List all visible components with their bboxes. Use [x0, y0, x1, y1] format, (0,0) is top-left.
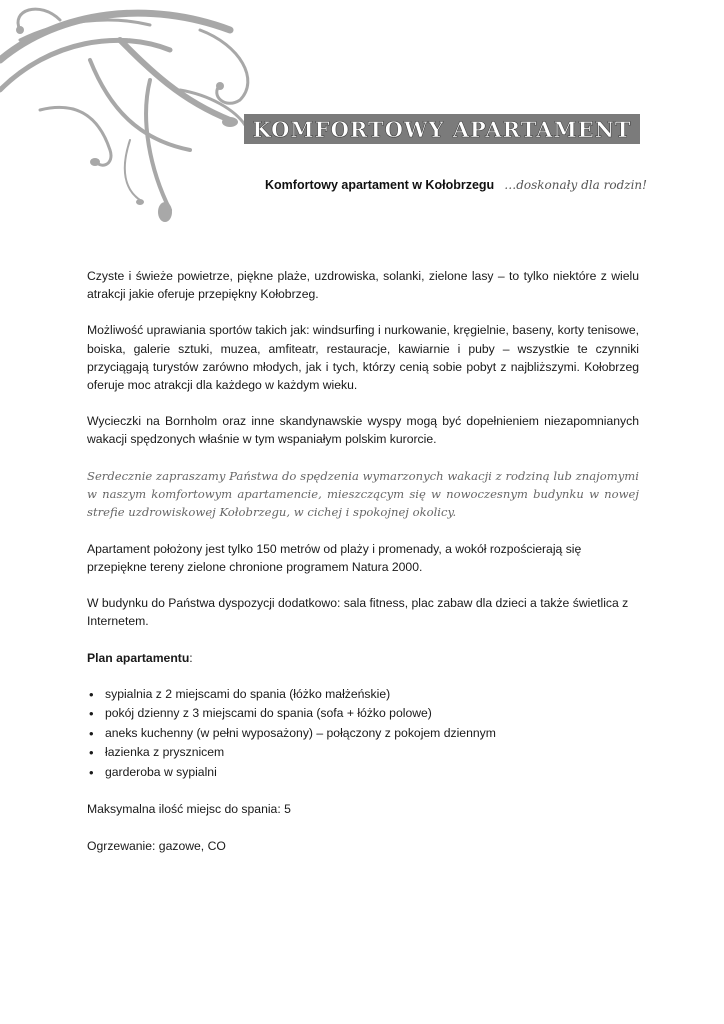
list-item: • aneks kuchenny (w pełni wyposażony) – połączony z pokojem dziennym: [105, 724, 639, 744]
subtitle: Komfortowy apartament w Kołobrzegu: [265, 178, 495, 192]
plan-colon: :: [189, 650, 193, 665]
list-item: • sypialnia z 2 miejscami do spania (łóżko małżeńskie): [105, 685, 639, 705]
list-item: • łazienka z prysznicem: [105, 743, 639, 763]
paragraph-location: Apartament położony jest tylko 150 metrów od plaży i promenady, a wokół rozpościerają się przepiękne tereny zielone chronione programem Natura 2000.: [87, 541, 582, 575]
plan-list: [87, 685, 639, 783]
banner-title: KOMFORTOWY APARTAMENT: [252, 116, 632, 142]
tagline: …doskonały dla rodzin!: [504, 178, 647, 192]
list-item: • garderoba w sypialni: [105, 763, 639, 783]
paragraph-sports: Możliwość uprawiania sportów takich jak: windsurfing i nurkowanie, kręgielnie, baseny, korty tenisowe, boiska, galerie sztuki, muzea, amfiteatr, restauracje, kawiarnie i puby – wszystkie te czynniki przyciągają turystów zarówno młodych, jak i tych, którzy cenią sobie pobyt z najbliższymi. Kołobrzeg oferuje moc atrakcji dla każdego w każdym wieku.: [87, 323, 639, 393]
paragraph-amenities: W budynku do Państwa dyspozycji dodatkowo: sala fitness, plac zabaw dla dzieci a także świetlica z Internetem.: [87, 596, 629, 629]
document-body: [87, 267, 639, 873]
plan-heading: [87, 649, 639, 667]
heating-info: Ogrzewanie: gazowe, CO: [87, 838, 226, 853]
title-banner: [244, 114, 640, 144]
paragraph-invitation: Serdecznie zapraszamy Państwa do spędzenia wymarzonych wakacji z rodziną lub znajomymi w naszym komfortowym apartamencie, mieszczącym się w nowoczesnym budynku w nowej strefie uzdrowiskowej Kołobrzegu, w cichej i spokojnej okolicy.: [87, 468, 639, 520]
list-item: • pokój dzienny z 3 miejscami do spania (sofa + łóżko polowe): [105, 704, 639, 724]
max-sleeping-places: Maksymalna ilość miejsc do spania: 5: [87, 802, 291, 817]
subtitle-line: [265, 178, 647, 192]
plan-title: Plan apartamentu: [87, 650, 190, 665]
paragraph-intro: Czyste i świeże powietrze, piękne plaże, uzdrowiska, solanki, zielone lasy – to tylko niektóre z wielu atrakcji jakie oferuje przepiękny Kołobrzeg.: [87, 269, 639, 302]
paragraph-trips: Wycieczki na Bornholm oraz inne skandynawskie wyspy mogą być dopełnieniem niezapomnianych wakacji spędzonych właśnie w tym wspaniałym polskim kurorcie.: [87, 414, 639, 447]
